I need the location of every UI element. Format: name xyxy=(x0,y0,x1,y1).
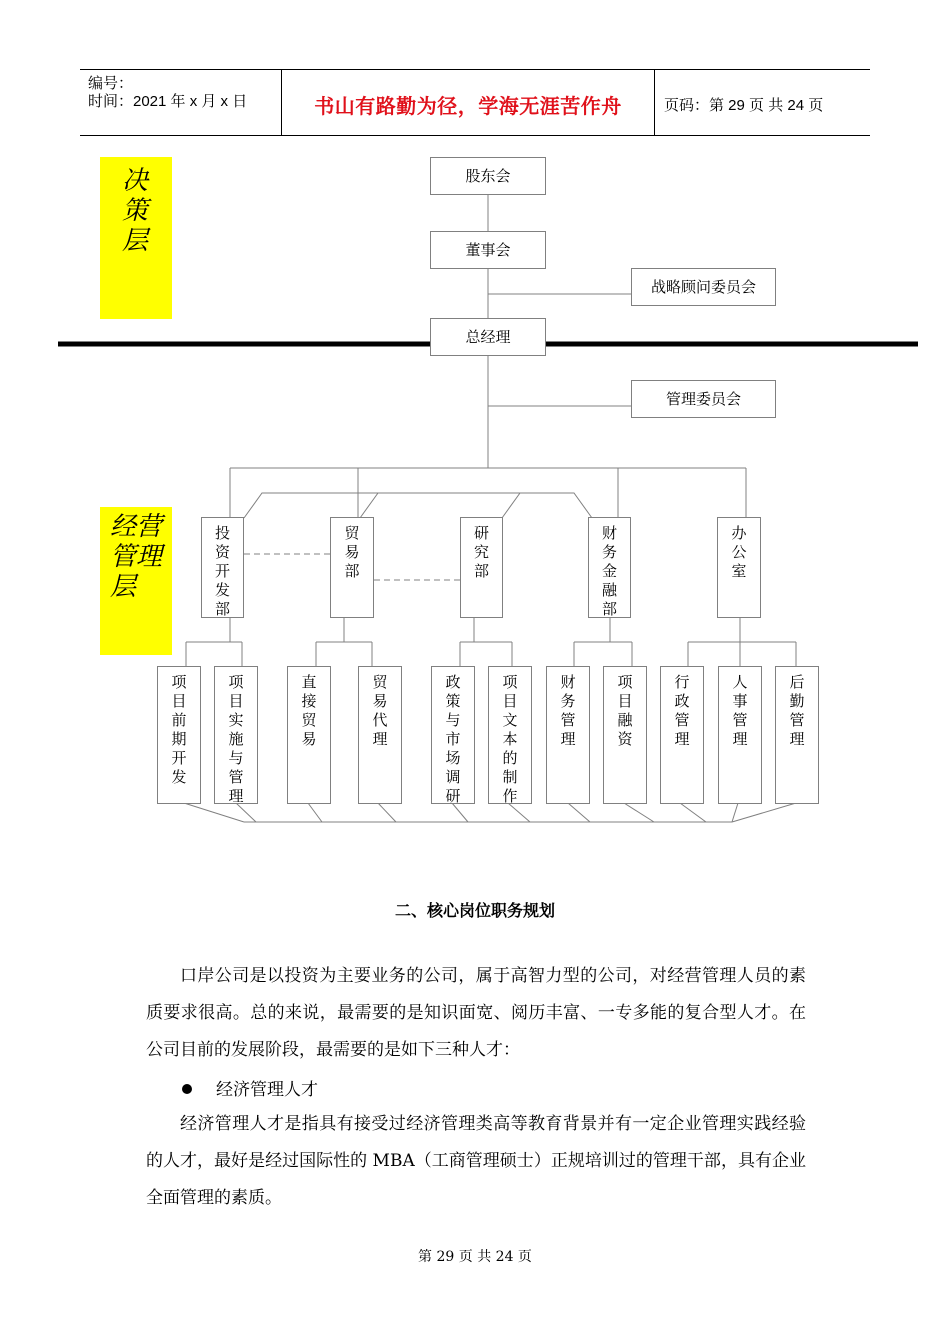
org-node-unit: 项目实施与管理 xyxy=(214,666,258,804)
org-node-unit: 财务管理 xyxy=(546,666,590,804)
operation-layer-label: 经营管理层 xyxy=(110,512,163,602)
bullet-icon xyxy=(182,1084,192,1094)
org-node-unit: 人事管理 xyxy=(718,666,762,804)
page-footer: 第 29 页 共 24 页 xyxy=(418,1249,532,1265)
org-node-unit: 政策与市场调研 xyxy=(431,666,475,804)
org-node-shareholders: 股东会 xyxy=(430,157,546,195)
org-node-unit: 后勤管理 xyxy=(775,666,819,804)
section-title: 二、核心岗位职务规划 xyxy=(394,901,555,920)
org-node-department: 办公室 xyxy=(717,517,761,618)
org-node-general-manager: 总经理 xyxy=(430,318,546,356)
org-node-department: 财务金融部 xyxy=(588,517,631,618)
org-node-unit: 行政管理 xyxy=(660,666,704,804)
bullet-item: 经济管理人才 xyxy=(182,1075,318,1100)
page-indicator: 页码：第 29 页 共 24 页 xyxy=(664,97,824,114)
org-node-unit: 贸易代理 xyxy=(358,666,402,804)
org-node-department: 投资开发部 xyxy=(201,517,244,618)
org-node-department: 贸易部 xyxy=(330,517,374,618)
org-node-board: 董事会 xyxy=(430,231,546,269)
org-node-management-committee: 管理委员会 xyxy=(631,380,776,418)
org-node-department: 研究部 xyxy=(460,517,503,618)
decision-layer-label: 决策层 xyxy=(122,166,149,256)
paragraph: 口岸公司是以投资为主要业务的公司，属于高智力型的公司，对经营管理人员的素质要求很高。总的来说，最需要的是知识面宽、阅历丰富、一专多能的复合型人才。在公司目前的发展阶段，最需要的是如下三种人才： xyxy=(146,966,806,1060)
org-node-strategy-committee: 战略顾问委员会 xyxy=(631,268,776,306)
org-node-unit: 直接贸易 xyxy=(287,666,331,804)
org-node-unit: 项目文本的制作 xyxy=(488,666,532,804)
org-node-unit: 项目前期开发 xyxy=(157,666,201,804)
paragraph: 经济管理人才是指具有接受过经济管理类高等教育背景并有一定企业管理实践经验的人才，最好是经过国际性的 MBA（工商管理硕士）正规培训过的管理干部，具有企业全面管理的素质。 xyxy=(146,1114,806,1208)
doc-number-label: 编号： xyxy=(88,75,134,92)
doc-time-label: 时间：2021 年 x 月 x 日 xyxy=(88,93,248,110)
header-motto: 书山有路勤为径，学海无涯苦作舟 xyxy=(314,94,622,118)
org-node-unit: 项目融资 xyxy=(603,666,647,804)
